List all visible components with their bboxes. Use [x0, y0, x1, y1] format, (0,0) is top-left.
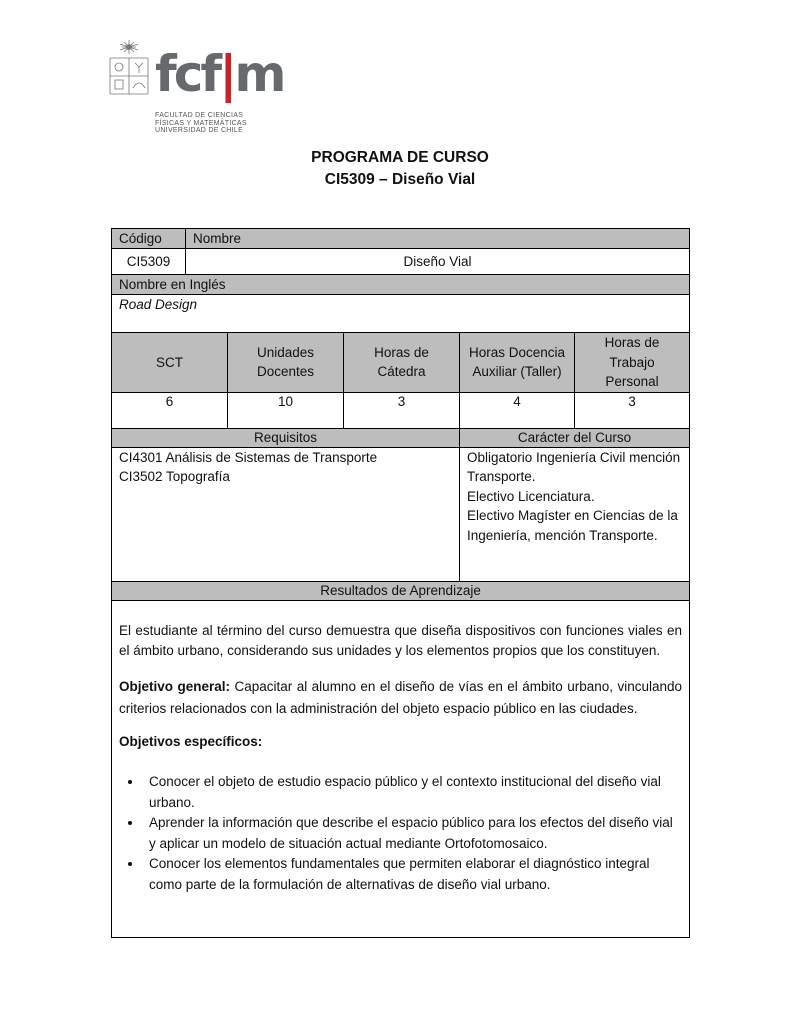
english-name: Road Design	[112, 295, 690, 333]
character-item: Electivo Magíster en Ciencias de la Ingeniería, mención Transporte.	[467, 508, 678, 543]
course-code: CI5309	[112, 249, 186, 275]
code-label: Código	[112, 229, 186, 249]
university-crest-icon	[108, 38, 150, 98]
english-name-label: Nombre en Inglés	[112, 275, 690, 295]
credits-header-personal-hours: Horas de Trabajo Personal	[575, 333, 690, 393]
learning-intro: El estudiante al término del curso demuestra que diseña dispositivos con funciones viales en el ámbito urbano, considerando sus unidades y los elementos propios que los constituyen.	[119, 622, 683, 658]
fcfm-wordmark: fcf|m	[155, 45, 284, 103]
credits-header-lecture-hours: Horas de Cátedra	[344, 333, 460, 393]
credits-value-units: 10	[228, 392, 344, 428]
credits-header-sct: SCT	[112, 333, 228, 393]
credits-header-aux-hours: Horas Docencia Auxiliar (Taller)	[460, 333, 575, 393]
requirements-list	[112, 447, 460, 581]
specific-objective-item: • Aprender la información que describe el espacio público para los efectos del diseño vial y aplicar un modelo de situación actual mediante Ortofotomosaico.	[143, 813, 682, 854]
character-item: Obligatorio Ingeniería Civil mención Transporte.	[467, 449, 681, 484]
learning-outcomes-body	[112, 600, 690, 937]
credits-value-lecture-hours: 3	[344, 392, 460, 428]
character-list	[460, 447, 690, 581]
course-name: Diseño Vial	[186, 249, 690, 275]
credits-value-aux-hours: 4	[460, 392, 575, 428]
general-objective	[119, 676, 682, 720]
document-header	[0, 147, 800, 191]
requirement-item: CI3502 Topografía	[119, 469, 230, 484]
credits-header-units: Unidades Docentes	[228, 333, 344, 393]
specific-objectives-list	[119, 772, 682, 895]
requirement-item: CI4301 Análisis de Sistemas de Transporte	[119, 449, 378, 465]
document-subtitle: CI5309 – Diseño Vial	[324, 171, 476, 188]
specific-objectives-heading: Objetivos específicos:	[119, 733, 263, 749]
general-objective-text: Capacitar al alumno en el diseño de vías en el ámbito urbano, vinculando criterios relacionados con la administración del objeto espacio público en las ciudades.	[119, 678, 683, 716]
credits-value-sct: 6	[112, 392, 228, 428]
character-item: Electivo Licenciatura.	[467, 488, 595, 504]
fcfm-logo	[108, 38, 284, 138]
requirements-label: Requisitos	[112, 428, 460, 447]
document-title: PROGRAMA DE CURSO	[311, 149, 489, 166]
course-table	[111, 228, 690, 938]
character-label: Carácter del Curso	[460, 428, 690, 447]
specific-objective-item: • Conocer los elementos fundamentales que permiten elaborar el diagnóstico integral como parte de la formulación de alternativas de diseño vial urbano.	[143, 854, 682, 895]
faculty-name: FACULTAD DE CIENCIAS FÍSICAS Y MATEMÁTICAS UNIVERSIDAD DE CHILE	[155, 112, 247, 134]
specific-objective-item: • Conocer el objeto de estudio espacio público y el contexto institucional del diseño vial urbano.	[143, 772, 682, 813]
credits-value-personal-hours: 3	[575, 392, 690, 428]
learning-outcomes-label: Resultados de Aprendizaje	[112, 581, 690, 600]
name-label: Nombre	[186, 229, 690, 249]
general-objective-label: Objetivo general:	[119, 678, 230, 694]
